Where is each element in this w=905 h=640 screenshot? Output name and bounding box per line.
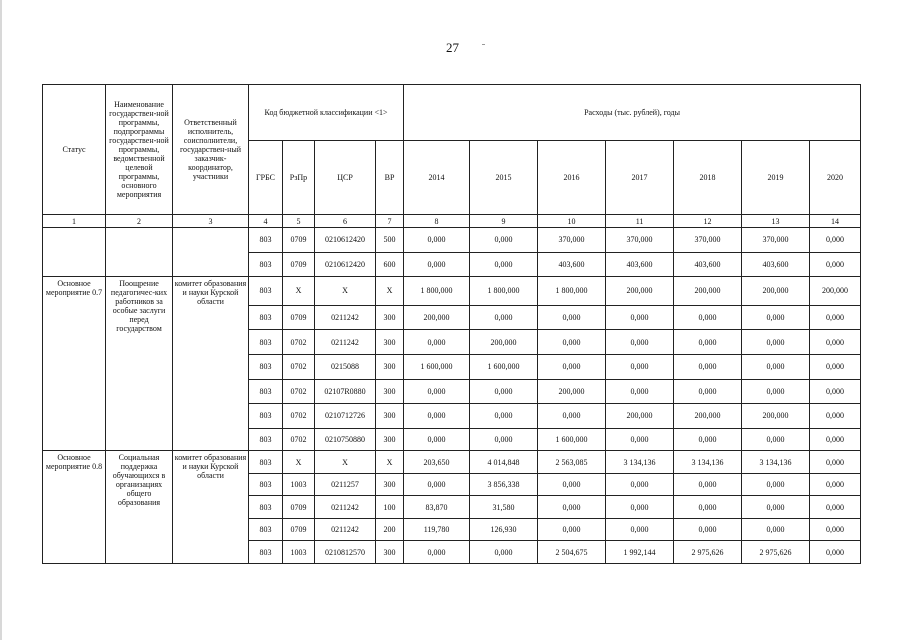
value-2015-cell: 0,000 <box>470 404 538 429</box>
value-2019-cell: 0,000 <box>742 428 810 451</box>
value-2016-cell: 0,000 <box>538 496 606 519</box>
rzpr-cell: 0709 <box>283 518 315 541</box>
column-number: 5 <box>283 215 315 228</box>
csr-cell: 0211242 <box>315 496 376 519</box>
value-2015-cell: 1 600,000 <box>470 354 538 379</box>
value-2014-cell: 1 600,000 <box>404 354 470 379</box>
value-2016-cell: 0,000 <box>538 518 606 541</box>
vr-cell: 500 <box>376 228 404 253</box>
scan-mark <box>482 44 485 45</box>
header-year-2019: 2019 <box>742 141 810 215</box>
column-number: 2 <box>106 215 173 228</box>
value-2017-cell: 1 992,144 <box>606 541 674 564</box>
grbs-cell: 803 <box>249 228 283 253</box>
value-2017-cell: 403,600 <box>606 252 674 277</box>
group-status-cell: Основное мероприятие 0.7 <box>43 277 106 451</box>
value-2016-cell: 2 563,085 <box>538 451 606 474</box>
csr-cell: 0211242 <box>315 305 376 330</box>
csr-cell: 02107R0880 <box>315 379 376 404</box>
value-2017-cell: 0,000 <box>606 379 674 404</box>
value-2018-cell: 200,000 <box>674 404 742 429</box>
value-2020-cell: 0,000 <box>810 379 861 404</box>
value-2015-cell: 200,000 <box>470 330 538 355</box>
value-2019-cell: 0,000 <box>742 379 810 404</box>
value-2019-cell: 200,000 <box>742 404 810 429</box>
value-2014-cell: 0,000 <box>404 228 470 253</box>
value-2015-cell: 4 014,848 <box>470 451 538 474</box>
rzpr-cell: 0702 <box>283 354 315 379</box>
table-row <box>43 277 861 306</box>
value-2018-cell: 370,000 <box>674 228 742 253</box>
csr-cell: 0215088 <box>315 354 376 379</box>
column-numbers-row <box>43 215 861 228</box>
rzpr-cell: 0709 <box>283 496 315 519</box>
value-2017-cell: 0,000 <box>606 330 674 355</box>
value-2017-cell: 200,000 <box>606 404 674 429</box>
vr-cell: 100 <box>376 496 404 519</box>
value-2015-cell: 1 800,000 <box>470 277 538 306</box>
column-number: 12 <box>674 215 742 228</box>
table-header <box>43 85 861 228</box>
rzpr-cell: 0709 <box>283 305 315 330</box>
header-responsible: Ответственный исполнитель, соисполнители, государствен-ный заказчик-координатор, участники <box>173 85 249 215</box>
value-2020-cell: 0,000 <box>810 428 861 451</box>
value-2020-cell: 0,000 <box>810 518 861 541</box>
value-2017-cell: 0,000 <box>606 428 674 451</box>
value-2017-cell: 0,000 <box>606 305 674 330</box>
table-row <box>43 451 861 474</box>
value-2020-cell: 0,000 <box>810 330 861 355</box>
value-2018-cell: 0,000 <box>674 518 742 541</box>
group-name-cell <box>106 228 173 277</box>
value-2017-cell: 370,000 <box>606 228 674 253</box>
vr-cell: 300 <box>376 379 404 404</box>
value-2016-cell: 1 600,000 <box>538 428 606 451</box>
table-row <box>43 228 861 253</box>
grbs-cell: 803 <box>249 354 283 379</box>
value-2019-cell: 200,000 <box>742 277 810 306</box>
value-2019-cell: 2 975,626 <box>742 541 810 564</box>
page-number: 27 <box>446 40 459 55</box>
value-2014-cell: 0,000 <box>404 541 470 564</box>
value-2016-cell: 0,000 <box>538 305 606 330</box>
csr-cell: 0210612420 <box>315 228 376 253</box>
vr-cell: X <box>376 277 404 306</box>
header-vr: ВР <box>376 141 404 215</box>
value-2014-cell: 1 800,000 <box>404 277 470 306</box>
grbs-cell: 803 <box>249 252 283 277</box>
value-2016-cell: 0,000 <box>538 473 606 496</box>
vr-cell: 300 <box>376 305 404 330</box>
value-2018-cell: 0,000 <box>674 379 742 404</box>
value-2014-cell: 0,000 <box>404 379 470 404</box>
value-2015-cell: 31,580 <box>470 496 538 519</box>
grbs-cell: 803 <box>249 379 283 404</box>
value-2019-cell: 3 134,136 <box>742 451 810 474</box>
vr-cell: 300 <box>376 541 404 564</box>
group-responsible-cell: комитет образования и науки Курской области <box>173 277 249 451</box>
value-2016-cell: 1 800,000 <box>538 277 606 306</box>
value-2014-cell: 200,000 <box>404 305 470 330</box>
group-responsible-cell: комитет образования и науки Курской области <box>173 451 249 564</box>
grbs-cell: 803 <box>249 330 283 355</box>
column-number: 11 <box>606 215 674 228</box>
grbs-cell: 803 <box>249 428 283 451</box>
grbs-cell: 803 <box>249 496 283 519</box>
vr-cell: 300 <box>376 404 404 429</box>
value-2020-cell: 0,000 <box>810 252 861 277</box>
value-2015-cell: 0,000 <box>470 541 538 564</box>
value-2016-cell: 370,000 <box>538 228 606 253</box>
column-number: 8 <box>404 215 470 228</box>
value-2018-cell: 0,000 <box>674 305 742 330</box>
header-grbs: ГРБС <box>249 141 283 215</box>
header-expenses: Расходы (тыс. рублей), годы <box>404 85 861 141</box>
vr-cell: 300 <box>376 354 404 379</box>
value-2019-cell: 403,600 <box>742 252 810 277</box>
value-2016-cell: 0,000 <box>538 404 606 429</box>
rzpr-cell: X <box>283 451 315 474</box>
budget-table <box>42 84 861 564</box>
value-2017-cell: 0,000 <box>606 354 674 379</box>
csr-cell: 0210712726 <box>315 404 376 429</box>
value-2020-cell: 0,000 <box>810 354 861 379</box>
grbs-cell: 803 <box>249 404 283 429</box>
csr-cell: X <box>315 451 376 474</box>
group-name-cell: Поощрение педагогичес-ких работников за особые заслуги перед государством <box>106 277 173 451</box>
csr-cell: X <box>315 277 376 306</box>
value-2018-cell: 0,000 <box>674 330 742 355</box>
value-2018-cell: 200,000 <box>674 277 742 306</box>
value-2018-cell: 2 975,626 <box>674 541 742 564</box>
value-2014-cell: 0,000 <box>404 404 470 429</box>
header-year-2018: 2018 <box>674 141 742 215</box>
value-2020-cell: 0,000 <box>810 473 861 496</box>
column-number: 10 <box>538 215 606 228</box>
header-year-2016: 2016 <box>538 141 606 215</box>
value-2017-cell: 0,000 <box>606 473 674 496</box>
value-2018-cell: 0,000 <box>674 473 742 496</box>
value-2016-cell: 403,600 <box>538 252 606 277</box>
grbs-cell: 803 <box>249 518 283 541</box>
value-2016-cell: 2 504,675 <box>538 541 606 564</box>
value-2020-cell: 0,000 <box>810 496 861 519</box>
column-number: 14 <box>810 215 861 228</box>
value-2018-cell: 0,000 <box>674 428 742 451</box>
grbs-cell: 803 <box>249 277 283 306</box>
csr-cell: 0211257 <box>315 473 376 496</box>
value-2016-cell: 0,000 <box>538 330 606 355</box>
column-number: 3 <box>173 215 249 228</box>
value-2017-cell: 200,000 <box>606 277 674 306</box>
value-2017-cell: 3 134,136 <box>606 451 674 474</box>
value-2020-cell: 0,000 <box>810 404 861 429</box>
value-2014-cell: 83,870 <box>404 496 470 519</box>
group-status-cell <box>43 228 106 277</box>
value-2017-cell: 0,000 <box>606 518 674 541</box>
vr-cell: 300 <box>376 428 404 451</box>
value-2014-cell: 203,650 <box>404 451 470 474</box>
header-budget-code: Код бюджетной классификации <1> <box>249 85 404 141</box>
group-name-cell: Социальная поддержка обучающихся в организациях общего образования <box>106 451 173 564</box>
value-2020-cell: 0,000 <box>810 451 861 474</box>
value-2020-cell: 0,000 <box>810 228 861 253</box>
rzpr-cell: 0702 <box>283 379 315 404</box>
grbs-cell: 803 <box>249 473 283 496</box>
value-2018-cell: 0,000 <box>674 354 742 379</box>
csr-cell: 0210812570 <box>315 541 376 564</box>
group-status-cell: Основное мероприятие 0.8 <box>43 451 106 564</box>
value-2019-cell: 0,000 <box>742 354 810 379</box>
value-2018-cell: 0,000 <box>674 496 742 519</box>
column-number: 7 <box>376 215 404 228</box>
value-2018-cell: 3 134,136 <box>674 451 742 474</box>
value-2016-cell: 200,000 <box>538 379 606 404</box>
group-responsible-cell <box>173 228 249 277</box>
grbs-cell: 803 <box>249 541 283 564</box>
header-year-2020: 2020 <box>810 141 861 215</box>
rzpr-cell: 0702 <box>283 330 315 355</box>
grbs-cell: 803 <box>249 451 283 474</box>
value-2017-cell: 0,000 <box>606 496 674 519</box>
value-2015-cell: 0,000 <box>470 305 538 330</box>
rzpr-cell: 0702 <box>283 404 315 429</box>
column-number: 6 <box>315 215 376 228</box>
value-2020-cell: 0,000 <box>810 541 861 564</box>
value-2016-cell: 0,000 <box>538 354 606 379</box>
value-2015-cell: 3 856,338 <box>470 473 538 496</box>
header-program-name: Наименование государствен-ной программы, подпрограммы государствен-ной программы, ведомственной целевой программы, основного мероприятия <box>106 85 173 215</box>
table-body <box>43 228 861 564</box>
header-rzpr: РзПр <box>283 141 315 215</box>
column-number: 1 <box>43 215 106 228</box>
vr-cell: 300 <box>376 330 404 355</box>
value-2015-cell: 0,000 <box>470 252 538 277</box>
value-2019-cell: 0,000 <box>742 496 810 519</box>
column-number: 4 <box>249 215 283 228</box>
header-status: Статус <box>43 85 106 215</box>
value-2014-cell: 0,000 <box>404 252 470 277</box>
value-2015-cell: 126,930 <box>470 518 538 541</box>
value-2015-cell: 0,000 <box>470 379 538 404</box>
value-2020-cell: 0,000 <box>810 305 861 330</box>
vr-cell: X <box>376 451 404 474</box>
value-2015-cell: 0,000 <box>470 228 538 253</box>
value-2014-cell: 0,000 <box>404 330 470 355</box>
grbs-cell: 803 <box>249 305 283 330</box>
vr-cell: 200 <box>376 518 404 541</box>
rzpr-cell: 1003 <box>283 473 315 496</box>
value-2014-cell: 119,780 <box>404 518 470 541</box>
vr-cell: 300 <box>376 473 404 496</box>
value-2015-cell: 0,000 <box>470 428 538 451</box>
value-2019-cell: 0,000 <box>742 473 810 496</box>
csr-cell: 0211242 <box>315 518 376 541</box>
value-2019-cell: 0,000 <box>742 518 810 541</box>
csr-cell: 0210612420 <box>315 252 376 277</box>
vr-cell: 600 <box>376 252 404 277</box>
rzpr-cell: 0709 <box>283 228 315 253</box>
column-number: 9 <box>470 215 538 228</box>
value-2019-cell: 370,000 <box>742 228 810 253</box>
rzpr-cell: 0702 <box>283 428 315 451</box>
value-2014-cell: 0,000 <box>404 428 470 451</box>
header-year-2015: 2015 <box>470 141 538 215</box>
value-2014-cell: 0,000 <box>404 473 470 496</box>
csr-cell: 0211242 <box>315 330 376 355</box>
rzpr-cell: X <box>283 277 315 306</box>
value-2020-cell: 200,000 <box>810 277 861 306</box>
value-2019-cell: 0,000 <box>742 330 810 355</box>
scan-left-edge <box>0 0 2 640</box>
value-2019-cell: 0,000 <box>742 305 810 330</box>
column-number: 13 <box>742 215 810 228</box>
header-year-2014: 2014 <box>404 141 470 215</box>
value-2018-cell: 403,600 <box>674 252 742 277</box>
rzpr-cell: 0709 <box>283 252 315 277</box>
rzpr-cell: 1003 <box>283 541 315 564</box>
header-csr: ЦСР <box>315 141 376 215</box>
header-year-2017: 2017 <box>606 141 674 215</box>
csr-cell: 0210750880 <box>315 428 376 451</box>
